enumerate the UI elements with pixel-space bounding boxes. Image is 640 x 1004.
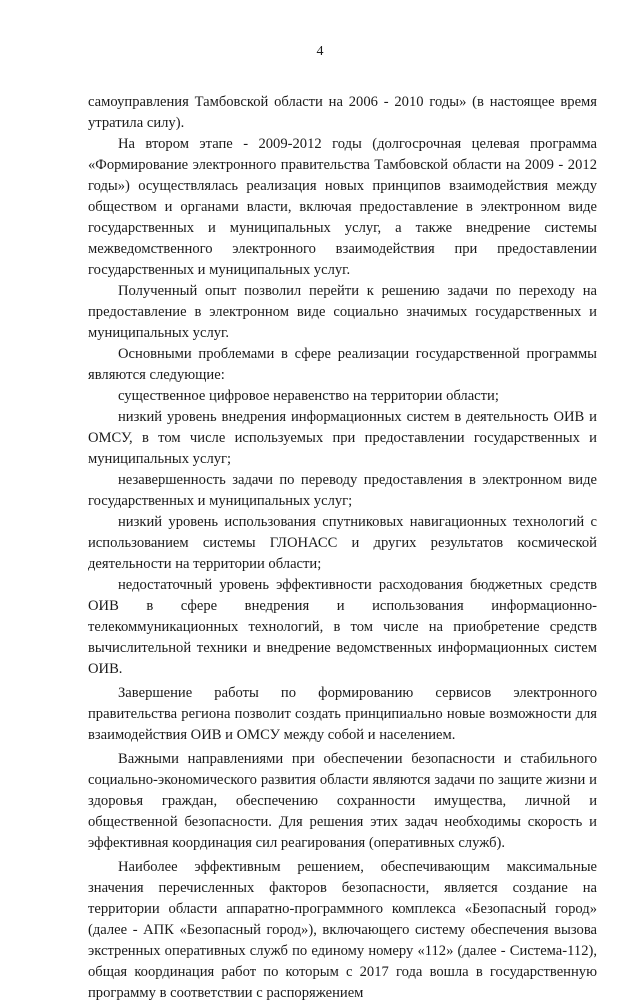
document-body bbox=[88, 92, 597, 1004]
paragraph-second-stage: На втором этапе - 2009-2012 годы (долгосрочная целевая программа «Формирование электронного правительства Тамбовской области на 2009 - 2012 годы») осуществлялась реализация новых принципов взаимодействия между обществом и органами власти, включая предоставление в электронном виде государственных и муниципальных услуг, а также внедрение системы межведомственного электронного взаимодействия при предоставлении государственных и муниципальных услуг. bbox=[88, 136, 597, 278]
paragraph-e-government-completion: Завершение работы по формированию сервисов электронного правительства региона позволит создать принципиально новые возможности для взаимодействия ОИВ и ОМСУ между собой и населением. bbox=[88, 685, 597, 743]
list-item-digital-inequality: существенное цифровое неравенство на территории области; bbox=[118, 388, 499, 404]
paragraph-safe-city: Наиболее эффективным решением, обеспечивающим максимальные значения перечисленных факторов безопасности, является создание на территории области аппаратно-программного комплекса «Безопасный город» (далее - АПК «Безопасный город»), включающего систему обеспечения вызова экстренных оперативных служб по единому номеру «112» (далее - Система-112), общая координация работ по которым с 2017 года вошла в государственную программу в соответствии с распоряжением bbox=[88, 859, 597, 1001]
list-item-low-is-adoption: низкий уровень внедрения информационных систем в деятельность ОИВ и ОМСУ, в том числе используемых при предоставлении государственных и муниципальных услуг; bbox=[88, 409, 597, 467]
list-item-satellite-navigation: низкий уровень использования спутниковых навигационных технологий с использованием системы ГЛОНАСС и других результатов космической деятельности на территории области; bbox=[88, 514, 597, 572]
paragraph-problems-intro: Основными проблемами в сфере реализации государственной программы являются следующие: bbox=[88, 346, 597, 383]
paragraph-continuation: самоуправления Тамбовской области на 2006 - 2010 годы» (в настоящее время утратила силу). bbox=[88, 94, 597, 131]
page-number: 4 bbox=[316, 44, 324, 59]
paragraph-safety-directions: Важными направлениями при обеспечении безопасности и стабильного социально-экономического развития области являются задачи по защите жизни и здоровья граждан, обеспечению сохранности имущества, личной и общественной безопасности. Для решения этих задач необходимы скорость и эффективная координация сил реагирования (оперативных служб). bbox=[88, 751, 597, 851]
list-item-budget-efficiency: недостаточный уровень эффективности расходования бюджетных средств ОИВ в сфере внедрения и использования информационно-телекоммуникационных технологий, в том числе на приобретение средств вычислительной техники и внедрение ведомственных информационных систем ОИВ. bbox=[88, 577, 597, 677]
list-item-incomplete-transfer: незавершенность задачи по переводу предоставления в электронном виде государственных и муниципальных услуг; bbox=[88, 472, 597, 509]
paragraph-experience: Полученный опыт позволил перейти к решению задачи по переходу на предоставление в электронном виде социально значимых государственных и муниципальных услуг. bbox=[88, 283, 597, 341]
